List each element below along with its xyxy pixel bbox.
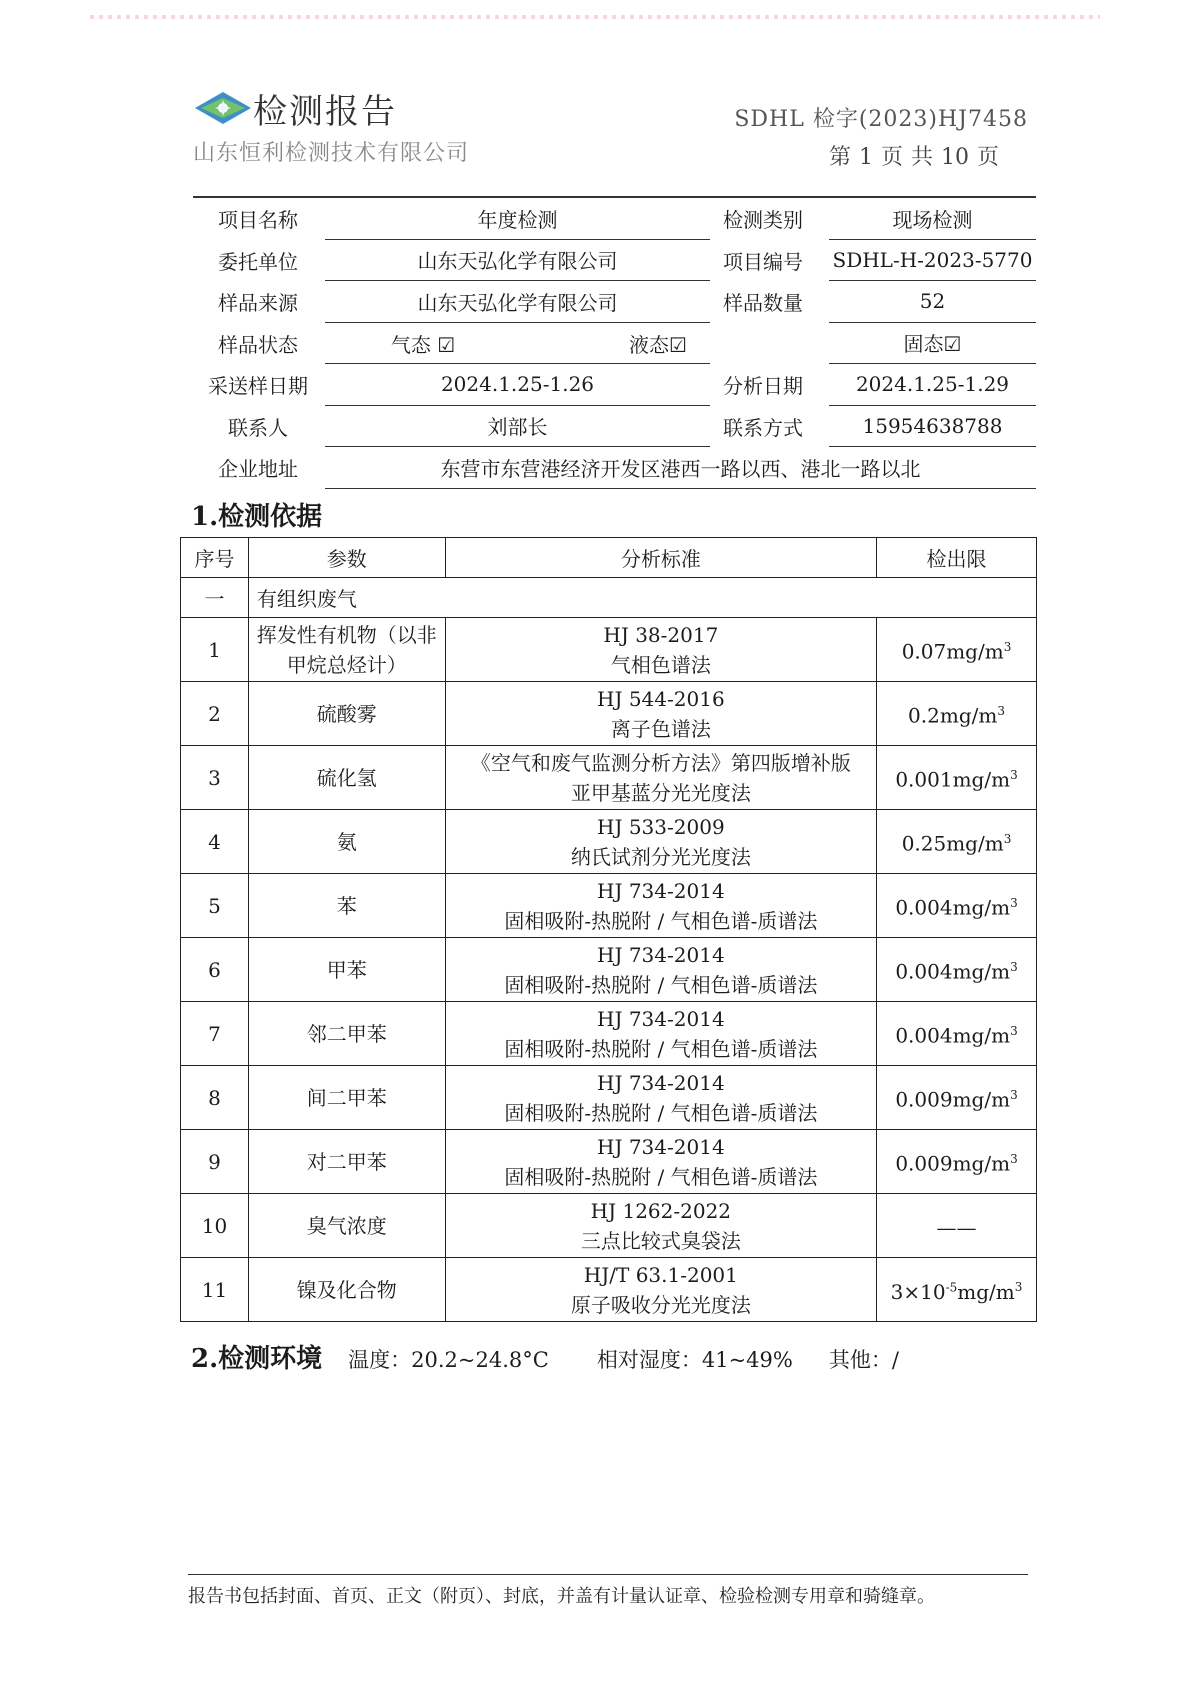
- address-value: 东营市东营港经济开发区港西一路以西、港北一路以北: [325, 447, 1036, 489]
- row-no: 8: [181, 1066, 249, 1130]
- row-method: 气相色谱法: [610, 652, 711, 677]
- info-row-source: [193, 281, 1036, 323]
- row-limit-sup: 3: [997, 704, 1005, 719]
- project-no-value: SDHL-H-2023-5770: [829, 240, 1036, 282]
- sample-qty-value: 52: [829, 281, 1036, 323]
- table-row: [181, 1258, 1037, 1322]
- row-method: 离子色谱法: [610, 716, 711, 741]
- top-dotted-border: [90, 15, 1100, 19]
- row-standard: [445, 874, 876, 938]
- row-limit-sup: 3: [1010, 768, 1018, 783]
- phone-label: 联系方式: [723, 415, 803, 440]
- row-limit-sup: 3: [1010, 1088, 1018, 1103]
- row-param: 硫酸雾: [248, 682, 445, 746]
- row-standard: [445, 1130, 876, 1194]
- row-param: 氨: [248, 810, 445, 874]
- row-standard-code: HJ 544-2016: [597, 686, 725, 711]
- row-standard: [445, 746, 876, 810]
- row-method: 三点比较式臭袋法: [580, 1228, 741, 1253]
- row-standard-code: HJ 1262-2022: [590, 1198, 732, 1223]
- row-param: 对二甲苯: [248, 1130, 445, 1194]
- client-value: 山东天弘化学有限公司: [325, 240, 710, 282]
- row-standard-code: HJ 734-2014: [597, 942, 725, 967]
- section-2-title: 2.检测环境: [191, 1344, 323, 1374]
- row-limit-sup: 3: [1003, 832, 1012, 847]
- sampling-date-value: 2024.1.25-1.26: [325, 364, 710, 406]
- row-limit-value: 0.001mg/m: [895, 767, 1011, 792]
- row-limit: [877, 1066, 1037, 1130]
- row-param: 邻二甲苯: [248, 1002, 445, 1066]
- table-row: [181, 810, 1037, 874]
- row-limit-value: 0.004mg/m: [895, 959, 1011, 984]
- row-param: 臭气浓度: [248, 1194, 445, 1258]
- table-header-row: [181, 538, 1037, 578]
- row-no: 7: [181, 1002, 249, 1066]
- row-method: 固相吸附-热脱附 / 气相色谱-质谱法: [504, 1036, 818, 1061]
- group-name: 有组织废气: [248, 578, 1036, 618]
- row-method: 固相吸附-热脱附 / 气相色谱-质谱法: [504, 972, 818, 997]
- row-no: 5: [181, 874, 249, 938]
- row-param: 间二甲苯: [248, 1066, 445, 1130]
- row-limit-sup: 3: [1010, 896, 1018, 911]
- group-row: [181, 578, 1037, 618]
- section-1-title: 1.检测依据: [191, 502, 323, 532]
- row-limit: [877, 746, 1037, 810]
- row-limit-sup: 3: [1003, 640, 1012, 655]
- row-limit-sup: 3: [1010, 1152, 1018, 1167]
- test-type-value: 现场检测: [829, 198, 1036, 240]
- project-no-label: 项目编号: [723, 249, 803, 274]
- row-limit: [877, 1194, 1037, 1258]
- project-info-table: [193, 196, 1036, 489]
- row-param: 镍及化合物: [248, 1258, 445, 1322]
- col-header-param: 参数: [248, 538, 445, 578]
- col-header-no: 序号: [181, 538, 249, 578]
- row-no: 1: [181, 618, 249, 682]
- row-limit-value: $3\times 10^{-5}mg/m$: [890, 1279, 1015, 1304]
- humidity-text: 相对湿度：41~49%: [596, 1348, 793, 1372]
- row-limit: [877, 874, 1037, 938]
- row-limit: [877, 618, 1037, 682]
- row-limit: [877, 682, 1037, 746]
- company-logo-icon: [193, 88, 255, 126]
- row-limit: [877, 1002, 1037, 1066]
- analysis-date-value: 2024.1.25-1.29: [829, 364, 1036, 406]
- row-limit-value: 0.2mg/m: [908, 703, 998, 728]
- row-standard: [445, 1258, 876, 1322]
- row-standard: [445, 1194, 876, 1258]
- temperature-text: 温度：20.2~24.8°C: [348, 1348, 549, 1372]
- row-no: 6: [181, 938, 249, 1002]
- row-standard: [445, 938, 876, 1002]
- row-param: 硫化氢: [248, 746, 445, 810]
- row-standard: [445, 1002, 876, 1066]
- report-number: SDHL 检字(2023)HJ7458: [734, 107, 1028, 132]
- sample-state-label: 样品状态: [218, 332, 298, 357]
- row-param: 挥发性有机物（以非甲烷总烃计）: [248, 618, 445, 682]
- state-gas-checkbox: 气态 ☑: [390, 332, 456, 357]
- row-standard-code: HJ 734-2014: [597, 1070, 725, 1095]
- phone-value: 15954638788: [829, 406, 1036, 448]
- table-row: [181, 1130, 1037, 1194]
- company-name: 山东恒利检测技术有限公司: [193, 141, 470, 166]
- sample-qty-label: 样品数量: [723, 291, 803, 316]
- row-no: 10: [181, 1194, 249, 1258]
- table-row: [181, 682, 1037, 746]
- state-liquid-checkbox: 液态☑: [629, 332, 687, 357]
- page-indicator: 第 1 页 共 10 页: [828, 145, 999, 170]
- test-type-label: 检测类别: [723, 208, 803, 233]
- info-row-address: [193, 447, 1036, 489]
- row-limit: [877, 1258, 1037, 1322]
- row-standard: [445, 618, 876, 682]
- address-label: 企业地址: [218, 457, 298, 482]
- table-row: [181, 1194, 1037, 1258]
- table-row: [181, 874, 1037, 938]
- row-method: 纳氏试剂分光光度法: [570, 844, 751, 869]
- row-limit-value: 0.009mg/m: [895, 1151, 1011, 1176]
- state-solid-checkbox: 固态☑: [829, 323, 1036, 365]
- row-method: 固相吸附-热脱附 / 气相色谱-质谱法: [504, 908, 818, 933]
- row-limit-value: 0.004mg/m: [895, 1023, 1011, 1048]
- info-row-dates: [193, 364, 1036, 406]
- info-row-client: [193, 240, 1036, 282]
- table-row: [181, 938, 1037, 1002]
- row-limit-sup: 3: [1010, 1024, 1018, 1039]
- row-limit: [877, 810, 1037, 874]
- contact-value: 刘部长: [325, 406, 710, 448]
- info-row-contact: [193, 406, 1036, 448]
- report-title: 检测报告: [253, 92, 397, 132]
- row-standard: [445, 682, 876, 746]
- row-limit-sup: 3: [1010, 960, 1018, 975]
- row-limit-value: ——: [936, 1215, 977, 1240]
- row-standard-code: HJ 533-2009: [597, 814, 725, 839]
- row-param: 甲苯: [248, 938, 445, 1002]
- col-header-standard: 分析标准: [445, 538, 876, 578]
- other-text: 其他：/: [828, 1348, 899, 1372]
- project-name-label: 项目名称: [218, 208, 298, 233]
- sample-source-label: 样品来源: [218, 291, 298, 316]
- row-no: 9: [181, 1130, 249, 1194]
- row-limit: [877, 938, 1037, 1002]
- standards-table: [180, 537, 1037, 1322]
- footer-divider: [188, 1574, 1028, 1575]
- section-2-title-row: [191, 1338, 951, 1375]
- table-row: [181, 618, 1037, 682]
- row-no: 3: [181, 746, 249, 810]
- row-standard: [445, 1066, 876, 1130]
- info-row-state: [193, 323, 1036, 365]
- row-limit-value: 0.07mg/m: [901, 639, 1004, 664]
- row-no: 2: [181, 682, 249, 746]
- row-standard-code: 《空气和废气监测分析方法》第四版增补版: [470, 750, 851, 775]
- row-standard-code: HJ/T 63.1-2001: [583, 1262, 738, 1287]
- group-no: 一: [181, 578, 249, 618]
- analysis-date-label: 分析日期: [723, 374, 803, 399]
- report-header: [193, 84, 1033, 174]
- row-limit-value: 0.004mg/m: [895, 895, 1011, 920]
- table-row: [181, 1066, 1037, 1130]
- client-label: 委托单位: [218, 249, 298, 274]
- row-standard-code: HJ 734-2014: [597, 878, 725, 903]
- row-standard-code: HJ 734-2014: [597, 1006, 725, 1031]
- row-limit-value: 0.25mg/m: [901, 831, 1004, 856]
- table-row: [181, 746, 1037, 810]
- row-limit-value: 0.009mg/m: [895, 1087, 1011, 1112]
- row-method: 原子吸收分光光度法: [570, 1292, 751, 1317]
- sample-source-value: 山东天弘化学有限公司: [325, 281, 710, 323]
- row-method: 固相吸附-热脱附 / 气相色谱-质谱法: [504, 1100, 818, 1125]
- sampling-date-label: 采送样日期: [208, 374, 308, 399]
- row-no: 11: [181, 1258, 249, 1322]
- row-standard-code: HJ 38-2017: [603, 622, 719, 647]
- row-limit: [877, 1130, 1037, 1194]
- project-name-value: 年度检测: [325, 198, 710, 240]
- contact-label: 联系人: [228, 415, 288, 440]
- row-standard-code: HJ 734-2014: [597, 1134, 725, 1159]
- col-header-limit: 检出限: [877, 538, 1037, 578]
- row-limit-sup: 3: [1014, 1280, 1023, 1295]
- row-no: 4: [181, 810, 249, 874]
- footer-note: 报告书包括封面、首页、正文（附页）、封底，并盖有计量认证章、检验检测专用章和骑缝章。: [188, 1586, 935, 1607]
- table-row: [181, 1002, 1037, 1066]
- row-standard: [445, 810, 876, 874]
- row-method: 亚甲基蓝分光光度法: [570, 780, 751, 805]
- row-method: 固相吸附-热脱附 / 气相色谱-质谱法: [504, 1164, 818, 1189]
- info-row-project: [193, 198, 1036, 240]
- row-param: 苯: [248, 874, 445, 938]
